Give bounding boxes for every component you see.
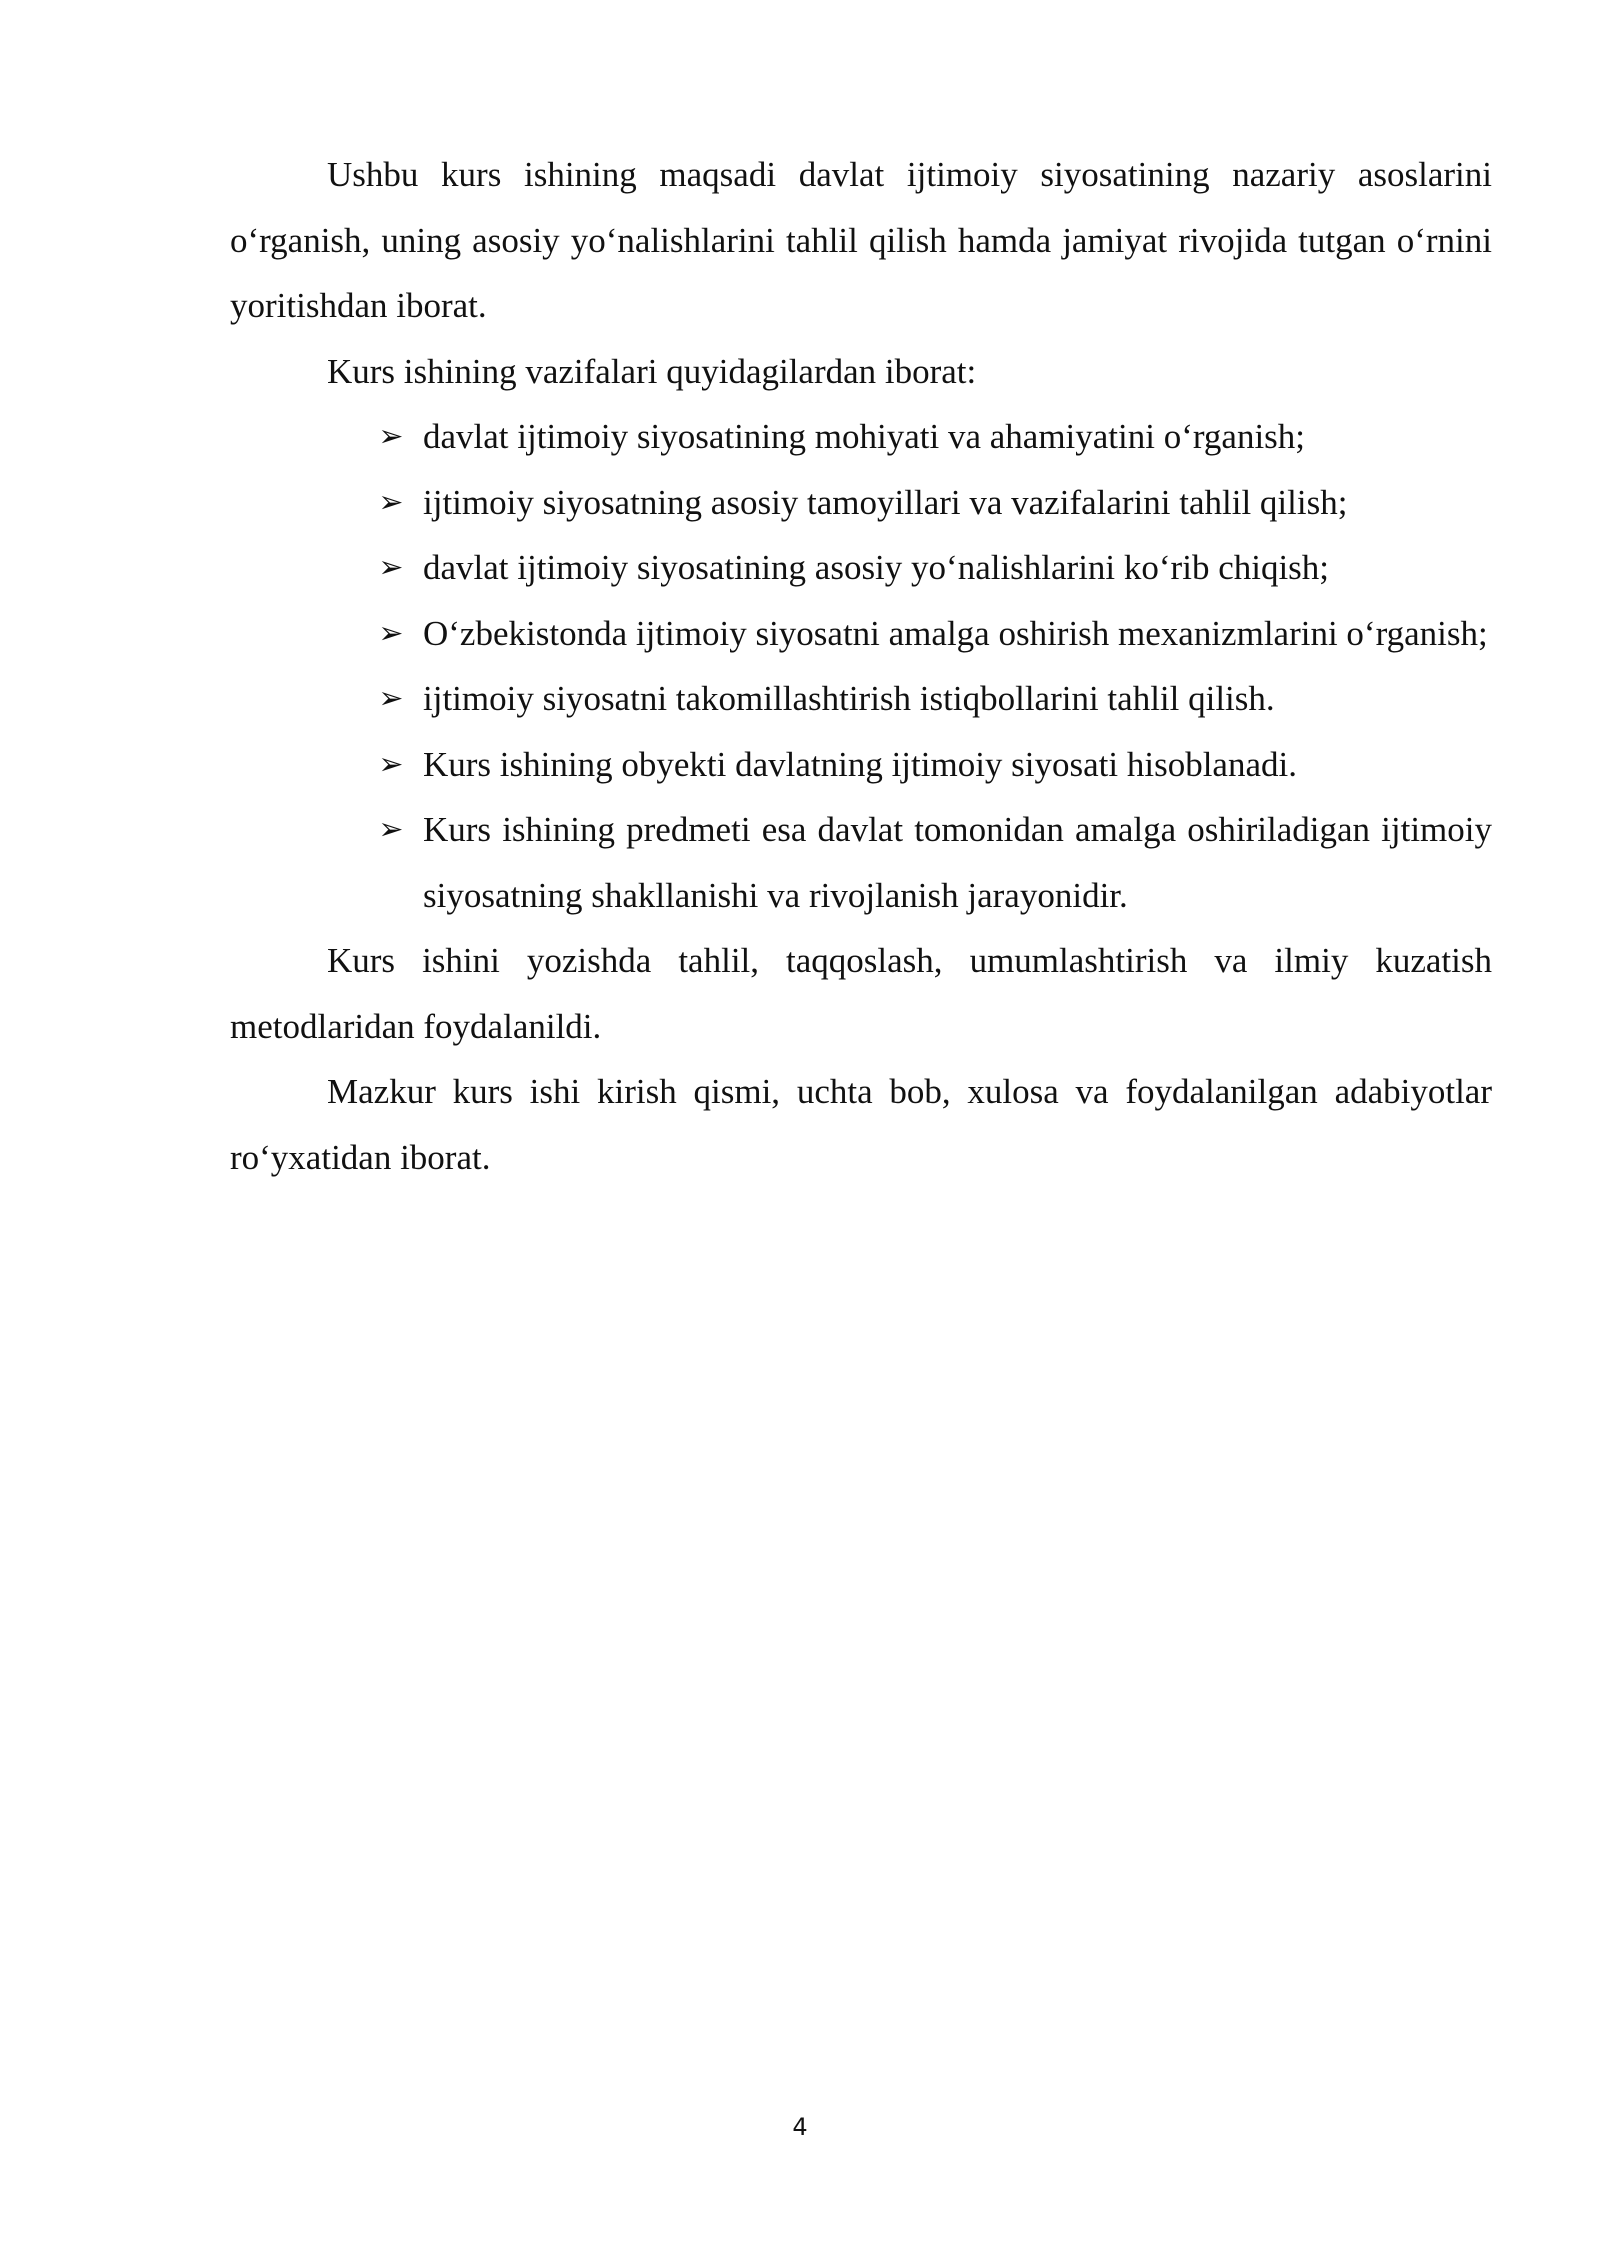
- paragraph-methods: Kurs ishini yozishda tahlil, taqqoslash, umumlashtirish va ilmiy kuzatish metodlaridan foydalanildi.: [230, 941, 1492, 1046]
- arrow-bullet-icon: ➢: [378, 419, 404, 454]
- list-item-text: Kurs ishining obyekti davlatning ijtimoiy siyosati hisoblanadi.: [423, 744, 1297, 784]
- paragraph-purpose: Ushbu kurs ishining maqsadi davlat ijtimoiy siyosatining nazariy asoslarini o‘rganish, uning asosiy yo‘nalishlarini tahlil qilish hamda jamiyat rivojida tutgan o‘rnini yoritishdan iborat.: [230, 155, 1492, 325]
- paragraph-structure: Mazkur kurs ishi kirish qismi, uchta bob, xulosa va foydalanilgan adabiyotlar ro‘yxatidan iborat.: [230, 1072, 1492, 1177]
- list-item: [378, 797, 1492, 928]
- list-item: [378, 666, 1492, 732]
- list-item: [378, 601, 1492, 667]
- list-item-text: davlat ijtimoiy siyosatining mohiyati va ahamiyatini o‘rganish;: [423, 417, 1306, 456]
- page-number: 4: [792, 2113, 808, 2141]
- tasks-list: [230, 404, 1492, 928]
- list-item-text: Kurs ishining predmeti esa davlat tomonidan amalga oshiriladigan ijtimoiy siyosatning shakllanishi va rivojlanish jarayonidir.: [423, 810, 1492, 915]
- arrow-bullet-icon: ➢: [378, 812, 404, 847]
- document-page: [230, 142, 1492, 1190]
- arrow-bullet-icon: ➢: [378, 484, 404, 520]
- paragraph-tasks-intro: Kurs ishining vazifalari quyidagilardan iborat:: [327, 351, 977, 391]
- arrow-bullet-icon: ➢: [378, 550, 404, 585]
- list-item: [378, 470, 1492, 536]
- list-item-text: ijtimoiy siyosatning asosiy tamoyillari va vazifalarini tahlil qilish;: [423, 482, 1348, 522]
- list-item: [378, 732, 1492, 798]
- arrow-bullet-icon: ➢: [378, 746, 404, 782]
- list-item: [378, 404, 1492, 470]
- list-item-text: ijtimoiy siyosatni takomillashtirish istiqbollarini tahlil qilish.: [423, 679, 1275, 718]
- list-item: [378, 535, 1492, 601]
- list-item-text: davlat ijtimoiy siyosatining asosiy yo‘nalishlarini ko‘rib chiqish;: [423, 548, 1330, 587]
- list-item-text: O‘zbekistonda ijtimoiy siyosatni amalga oshirish mexanizmlarini o‘rganish;: [423, 613, 1488, 653]
- arrow-bullet-icon: ➢: [378, 681, 404, 716]
- arrow-bullet-icon: ➢: [378, 615, 404, 651]
